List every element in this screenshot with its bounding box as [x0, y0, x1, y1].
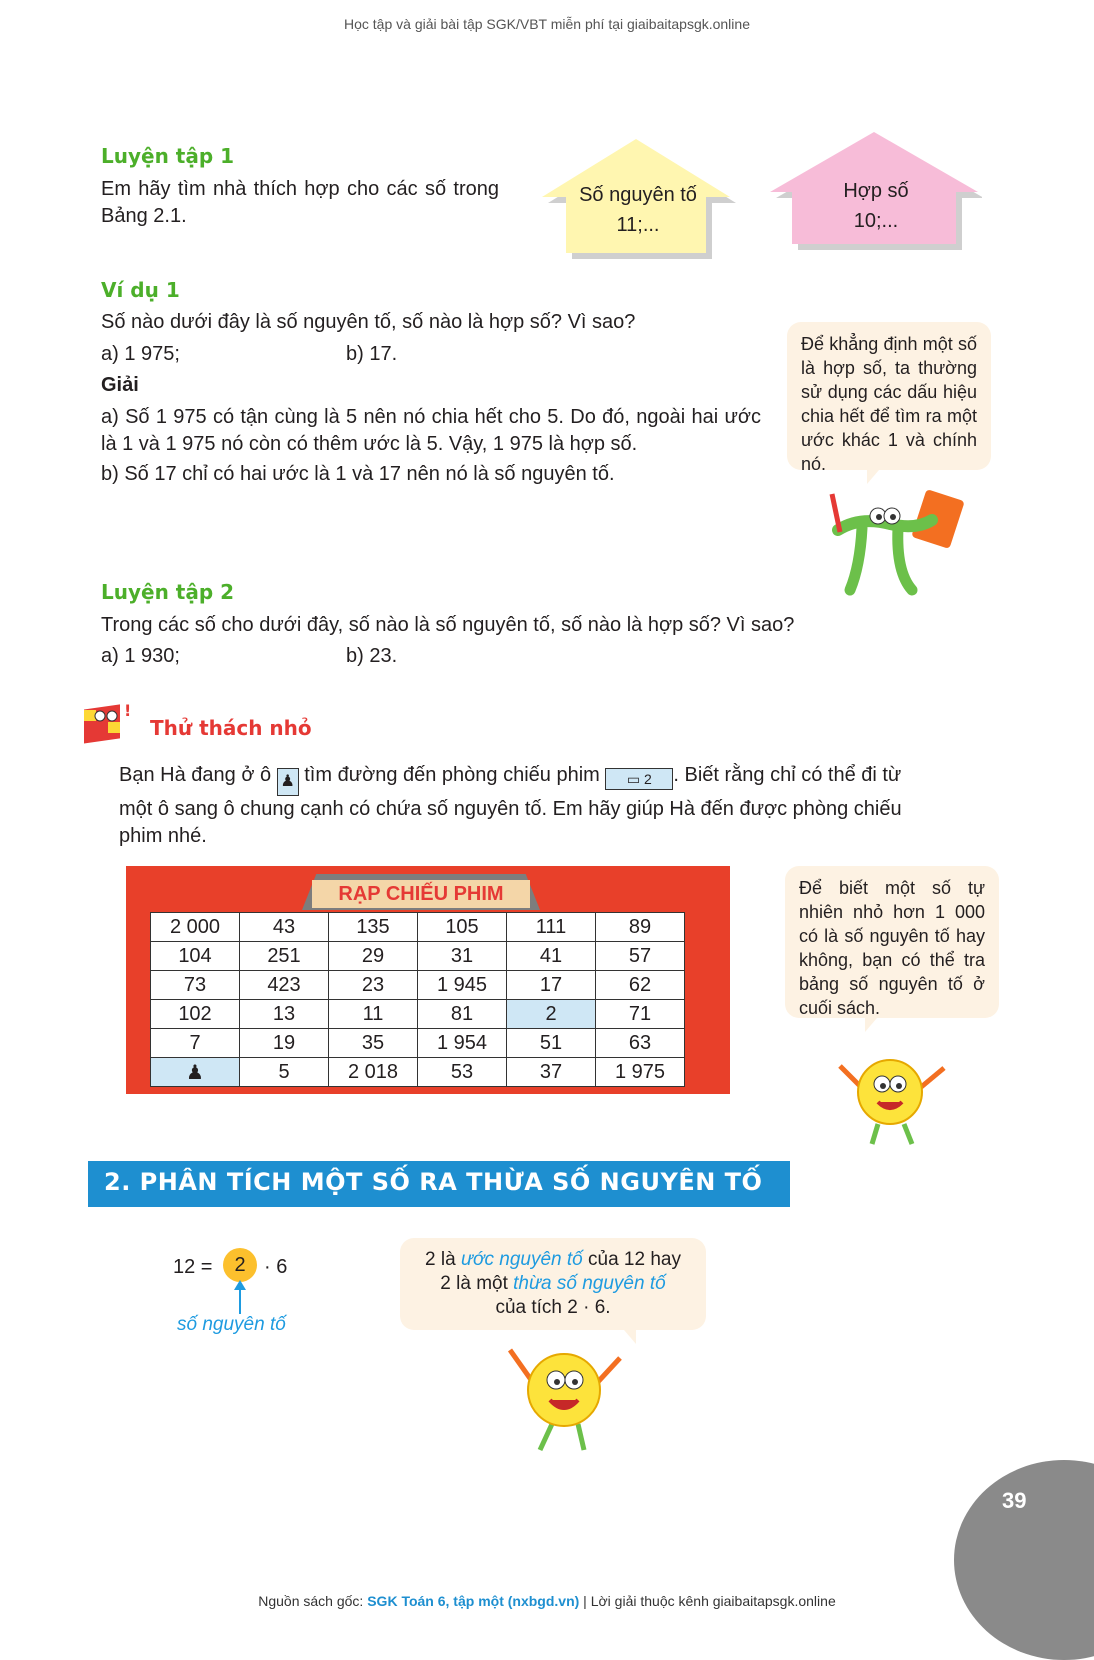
grid-cell[interactable]: 104 — [151, 942, 240, 971]
grid-cell[interactable]: 2 — [507, 1000, 596, 1029]
grid-cell[interactable]: 51 — [507, 1029, 596, 1058]
factor-right: · 6 — [264, 1256, 288, 1278]
grid-row — [151, 942, 685, 971]
grid-cell[interactable]: 71 — [596, 1000, 685, 1029]
up-arrow-icon — [232, 1280, 248, 1316]
grid-cell[interactable]: 23 — [329, 971, 418, 1000]
grid-cell[interactable]: 43 — [240, 913, 329, 942]
hint-bubble-divisibility: Để khẳng định một số là hợp số, ta thường sử dụng các dấu hiệu chia hết để tìm ra một ước khác 1 và chính nó. — [787, 322, 991, 470]
luyen-tap-1-title: Luyện tập 1 — [101, 144, 235, 168]
bubble3-l1c: của 12 hay — [582, 1249, 681, 1270]
luyen-tap-2-a: a) 1 930; — [101, 645, 180, 667]
footer-source-link[interactable]: SGK Toán 6, tập một (nxbgd.vn) — [367, 1593, 580, 1609]
grid-cell[interactable]: 1 975 — [596, 1058, 685, 1087]
yellow-ball-mascot-2-icon — [500, 1338, 630, 1458]
grid-row — [151, 1000, 685, 1029]
yellow-ball-mascot-icon — [832, 1044, 952, 1148]
vi-du-1-sol-a: a) Số 1 975 có tận cùng là 5 nên nó chia hết cho 5. Do đó, ngoài hai ước là 1 và 1 975 nó còn có thêm ước là 5. Vậy, 1 975 là hợp số. — [101, 406, 761, 455]
bubble3-l1b: ước nguyên tố — [460, 1249, 583, 1270]
thu-thach-title: Thử thách nhỏ — [150, 716, 312, 740]
page-footer — [0, 1593, 1094, 1609]
grid-cell[interactable]: 37 — [507, 1058, 596, 1087]
cinema-room-icon: ▭ 2 — [605, 768, 673, 790]
grid-cell[interactable]: 31 — [418, 942, 507, 971]
prime-house-label — [556, 180, 720, 240]
thu-thach-text-1: Bạn Hà đang ở ô — [119, 764, 272, 786]
cinema-title: RẠP CHIẾU PHIM — [312, 880, 530, 908]
vi-du-1-sol-b: b) Số 17 chỉ có hai ước là 1 và 17 nên nó là số nguyên tố. — [101, 463, 615, 485]
grid-cell[interactable]: 251 — [240, 942, 329, 971]
luyen-tap-2-question: Trong các số cho dưới đây, số nào là số nguyên tố, số nào là hợp số? Vì sao? — [101, 614, 795, 636]
grid-cell[interactable]: 81 — [418, 1000, 507, 1029]
factor-left: 12 = — [173, 1256, 213, 1278]
start-cell-person[interactable]: ♟ — [151, 1058, 240, 1087]
grid-row — [151, 1058, 685, 1087]
grid-cell[interactable]: 135 — [329, 913, 418, 942]
composite-house-label — [794, 176, 958, 236]
grid-cell[interactable]: 17 — [507, 971, 596, 1000]
person-cell-icon: ♟ — [277, 768, 299, 796]
luyen-tap-2-title: Luyện tập 2 — [101, 580, 235, 604]
vi-du-1-b: b) 17. — [346, 343, 398, 365]
composite-house-line2: 10;... — [853, 210, 899, 232]
grid-cell[interactable]: 89 — [596, 913, 685, 942]
prime-house-line2: 11;... — [616, 214, 660, 236]
grid-cell[interactable]: 5 — [240, 1058, 329, 1087]
prime-path-grid — [150, 912, 685, 1087]
bubble3-l2b: thừa số nguyên tố — [513, 1273, 666, 1294]
grid-cell[interactable]: 11 — [329, 1000, 418, 1029]
vi-du-1-title: Ví dụ 1 — [101, 278, 180, 302]
thu-thach-text — [119, 762, 999, 850]
bubble3-line1 — [414, 1248, 692, 1272]
thu-thach-text-3: . Biết rằng chỉ có thể đi từ — [673, 764, 902, 786]
grid-cell[interactable]: 102 — [151, 1000, 240, 1029]
bubble3-line3: của tích 2 · 6. — [495, 1297, 611, 1318]
grid-cell[interactable]: 41 — [507, 942, 596, 971]
grid-row — [151, 1029, 685, 1058]
grid-cell[interactable]: 19 — [240, 1029, 329, 1058]
grid-row — [151, 913, 685, 942]
bubble3-line2 — [414, 1272, 692, 1296]
thu-thach-text-4: một ô sang ô chung cạnh có chứa số nguyên tố. Em hãy giúp Hà đến được phòng chiếu — [119, 798, 902, 820]
vi-du-1-giai: Giải — [101, 374, 139, 396]
grid-cell[interactable]: 423 — [240, 971, 329, 1000]
grid-cell[interactable]: 13 — [240, 1000, 329, 1029]
luyen-tap-1-text: Em hãy tìm nhà thích hợp cho các số trong Bảng 2.1. — [101, 178, 499, 227]
footer-c: | Lời giải thuộc kênh giaibaitapsgk.online — [579, 1593, 836, 1609]
grid-cell[interactable]: 1 954 — [418, 1029, 507, 1058]
grid-cell[interactable]: 63 — [596, 1029, 685, 1058]
section-2-title: 2. PHÂN TÍCH MỘT SỐ RA THỪA SỐ NGUYÊN TỐ — [104, 1168, 763, 1196]
grid-cell[interactable]: 2 018 — [329, 1058, 418, 1087]
puzzle-cube-icon — [80, 702, 136, 748]
grid-cell[interactable]: 62 — [596, 971, 685, 1000]
grid-cell[interactable]: 111 — [507, 913, 596, 942]
grid-cell[interactable]: 35 — [329, 1029, 418, 1058]
vi-du-1-a: a) 1 975; — [101, 343, 180, 365]
thu-thach-text-2: tìm đường đến phòng chiếu phim — [304, 764, 600, 786]
prime-house-line1: Số nguyên tố — [579, 184, 697, 206]
hint-bubble-prime-factor — [400, 1238, 706, 1330]
grid-cell[interactable]: 29 — [329, 942, 418, 971]
grid-cell[interactable]: 1 945 — [418, 971, 507, 1000]
page-header: Học tập và giải bài tập SGK/VBT miễn phí tại giaibaitapsgk.online — [344, 16, 750, 32]
pi-mascot-icon — [820, 486, 970, 606]
grid-cell[interactable]: 2 000 — [151, 913, 240, 942]
composite-house-line1: Hợp số — [843, 180, 909, 202]
factor-circled: 2 — [223, 1248, 257, 1282]
svg-text:!: ! — [124, 702, 132, 720]
vi-du-1-question: Số nào dưới đây là số nguyên tố, số nào là hợp số? Vì sao? — [101, 311, 636, 333]
grid-row — [151, 971, 685, 1000]
footer-a: Nguồn sách gốc: — [258, 1593, 368, 1609]
grid-cell[interactable]: 53 — [418, 1058, 507, 1087]
grid-cell[interactable]: 105 — [418, 913, 507, 942]
factor-caption: số nguyên tố — [177, 1314, 286, 1335]
bubble3-l2a: 2 là một — [440, 1273, 514, 1294]
page-number: 39 — [1002, 1488, 1027, 1513]
hint-bubble-prime-table: Để biết một số tự nhiên nhỏ hơn 1 000 có là số nguyên tố hay không, bạn có thể tra bảng số nguyên tố ở cuối sách. — [785, 866, 999, 1018]
grid-cell[interactable]: 7 — [151, 1029, 240, 1058]
grid-cell[interactable]: 57 — [596, 942, 685, 971]
grid-cell[interactable]: 73 — [151, 971, 240, 1000]
luyen-tap-2-b: b) 23. — [346, 645, 398, 667]
bubble3-l1a: 2 là — [425, 1249, 461, 1270]
thu-thach-text-5: phim nhé. — [119, 825, 207, 847]
